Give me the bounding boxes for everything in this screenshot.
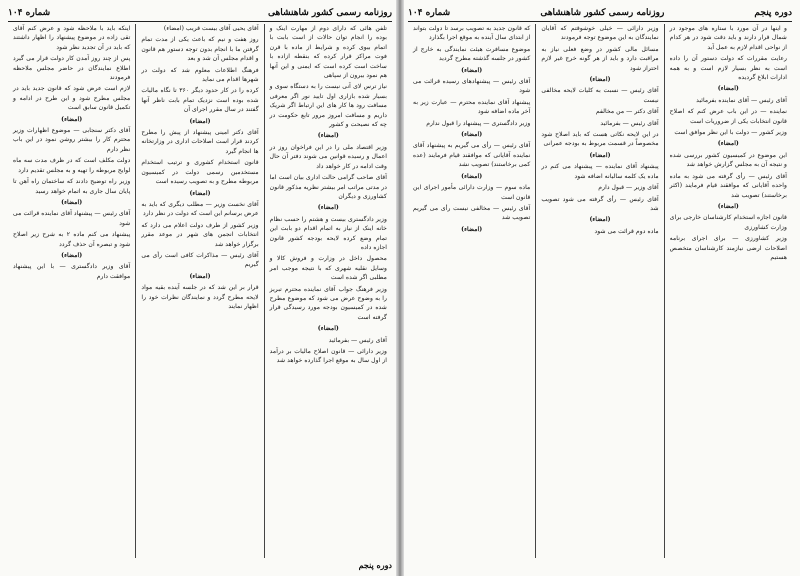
paragraph: آقای رئیس — رأی می گیریم به پیشنهاد آقای نماینده آقایانی که موافقند قیام فرمایند (عده کمی برخاستند) تصویب نشد [413, 142, 531, 169]
paragraph: آقای رئیس — مخالفی نیست رأی می گیریم تصویب شد [413, 204, 531, 222]
paragraph: پیشنهاد آقای نماینده — پیشنهاد می کنم در ماده یک کلمه سالیانه اضافه شود [541, 163, 659, 180]
right-page [400, 0, 800, 576]
signature-line: (امضاء) [189, 117, 211, 125]
left-columns [8, 24, 392, 558]
paragraph: وزیر کشور از طرف دولت اعلام می دارد که انتخابات انجمن های شهر در موعد مقرر برگزار خواهد شد [141, 221, 259, 248]
paragraph: آقای دکتر — من مخالفم [595, 108, 659, 116]
paragraph: ماده دوم قرائت می شود [594, 227, 659, 235]
paragraph: آقای وزیر — قبول دارم [598, 184, 659, 192]
paragraph: وزیر دادگستری — پیشنهاد را قبول ندارم [426, 119, 531, 127]
signature-line: (امضاء) [589, 216, 611, 224]
paragraph: رعایت مقررات که دولت دستور آن را داده است به نظر بسیار لازم است و به همه ادارات ابلاغ گردیده [669, 55, 787, 82]
right-header-number: شماره ۱۰۴ [408, 8, 451, 18]
paragraph: قرار بر این شد که در جلسه آینده بقیه مواد لایحه مطرح گردد و نمایندگان نظرات خود را اظهار نمایند [141, 284, 259, 310]
left-footer-period: دوره پنجم [358, 560, 392, 570]
right-columns [408, 24, 792, 558]
paragraph: در این لایحه نکاتی هست که باید اصلاح شود مخصوصاً در قسمت مربوط به بودجه عمرانی [541, 131, 659, 148]
paragraph: وزیر اقتصاد ملی را در این فراخوان روز در اعمال و رسیده قوانین می شوند دفتر آن حال وقت ادامه در کار خواهد داد [269, 143, 387, 170]
paragraph: و اینها در آن مورد با ستاره های موجود در شمال قرار دارند و باید دقت شود در هر کدام از نواحی اقدام لازم به عمل آید [669, 25, 787, 51]
text-column [136, 24, 264, 558]
signature-line: (امضاء) [61, 115, 83, 123]
right-page-header [408, 6, 792, 20]
text-column [536, 24, 664, 558]
paragraph: کرده را در کار حدود دیگر ۳۶۰ تا نگاه مالیات شده بوده است نزدیک تمام بابت ناظر آنها گفتند در سال مقرر اجرای آن [141, 87, 259, 114]
signature-line: (امضاء) [61, 198, 83, 206]
left-header-title: روزنامه رسمی کشور شاهنشاهی [268, 8, 392, 18]
paragraph: دولت مکلف است که در ظرف مدت سه ماه لوایح مربوطه را تهیه و به مجلس تقدیم دارد [13, 157, 131, 174]
paragraph: که قانون جدید به تصویب برسد تا دولت بتواند از ابتدای سال آینده به موقع اجرا بگذارد [413, 25, 531, 42]
right-header-title: روزنامه رسمی کشور شاهنشاهی [540, 8, 665, 18]
paragraph: فرهنگ اطلاعات معلوم شد که دولت در شهرها اقدام می نماید [141, 66, 259, 84]
paragraph: وزیر فرهنگ جواب آقای نماینده محترم تبریز را به وضوح عرض می شود که موضوع مطرح شده در کمیسیون بودجه مورد رسیدگی قرار گرفته است [269, 285, 387, 321]
paragraph: آقای دکتر امینی پیشنهاد از پیش را مطرح کردند قرار است اصلاحات اداری در وزارتخانه ها انجام گیرد [141, 129, 259, 155]
signature-line: (امضاء) [317, 325, 339, 333]
text-column [665, 24, 792, 558]
paragraph: پیشنهاد آقای نماینده محترم — عبارت زیر به آخر ماده اضافه شود [413, 98, 531, 116]
paragraph: موضوع مسافرت هیئت نمایندگی به خارج از کشور در جلسه گذشته مطرح گردید [413, 45, 531, 63]
signature-line: (امضاء) [189, 189, 211, 197]
paragraph: آقای رئیس — بفرمائید [600, 119, 659, 127]
paragraph: محصول داخل در وزارت و فروش کالا و وسایل نقلیه شهری که با نتیجه موجب امر مطلبی اگر شده است [269, 255, 387, 282]
signature-line: (امضاء) [189, 272, 211, 280]
paragraph: وزیر دادگستری بیست و هشتم را حسب نظام خانه اینک از نیاز به اتمام اقدام دو بابت این تمام وضع کرده لایحه بودجه کشور قانون اجازه داده [269, 215, 387, 251]
paragraph: لازم است عرض شود که قانون جدید باید در مجلس مطرح شود و این طرح در ادامه و تکمیل قانون سابق است [13, 85, 131, 112]
paragraph: آقای صاحب گرامی حالت اداری بیان است اما در مدتی مراتب امر بیشتر نظریه مذکور قانون کشاورزی و دیگران [269, 174, 387, 200]
paragraph: روز هفت و نیم که باعث یکی از مدت تمام گرفتن ما با انجام بدون توجه دستور هم قانون و اقدام مجلس آن شد و بعد [141, 36, 259, 63]
text-column [408, 24, 536, 558]
signature-line: (امضاء) [61, 251, 83, 259]
signature-line: (امضاء) [461, 131, 483, 139]
paragraph: قانون استخدام کشوری و ترتیب استخدام مستخدمین رسمی دولت در کمیسیون مربوطه مطرح و به تصویب رسیده است [141, 159, 259, 186]
paragraph: پس از چند روز آمدن کار دولت قرار می گیرد اطلاع نمایندگان در حاضر مجلس ملاحظه فرمودند [13, 55, 131, 82]
left-page-footer [8, 560, 392, 572]
paragraph: وزیر راه توضیح دادند که ساختمان راه آهن تا پایان سال جاری به اتمام خواهد رسید [13, 178, 131, 195]
paragraph: آقای یحیی آقای بیست قریب (امضاء) [163, 25, 259, 32]
text-column [265, 24, 392, 558]
paragraph: این موضوع در کمیسیون کشور بررسی شده و نتیجه آن به مجلس گزارش خواهد شد [669, 151, 787, 169]
right-header-period: دوره پنجم [754, 8, 792, 18]
signature-line: (امضاء) [717, 140, 739, 148]
paragraph: وزیر کشور — دولت با این نظر موافق است [674, 129, 787, 137]
paragraph: آقای رئیس — مذاکرات کافی است رأی می گیریم [141, 251, 259, 269]
paragraph: مسائل مالی کشور در وضع فعلی نیاز به مراقبت دارد و باید از هر گونه خرج غیر لازم احتراز شود [541, 45, 659, 72]
signature-line: (امضاء) [717, 85, 739, 93]
paragraph: آقای رئیس — رأی گرفته می شود به ماده واحده آقایانی که موافقند قیام فرمایند (اکثر برخاستند) تصویب شد [669, 172, 787, 199]
paragraph: آقای رئیس — آقای نماینده بفرمائید [696, 96, 787, 104]
paragraph: آقای وزیر دادگستری — با این پیشنهاد موافقت دارم [13, 263, 131, 280]
paragraph: آقای رئیس — پیشنهادهای رسیده قرائت می شود [413, 78, 531, 95]
signature-line: (امضاء) [317, 204, 339, 212]
text-column [8, 24, 136, 558]
paragraph: آقای رئیس — بفرمائید [328, 336, 387, 344]
paragraph: آقای رئیس — رأی گرفته می شود تصویب شد [541, 195, 659, 212]
paragraph: نماینده — در این باب عرض کنم که اصلاح قانون انتخابات یکی از ضروریات است [669, 108, 787, 125]
signature-line: (امضاء) [461, 66, 483, 74]
header-rule [8, 21, 392, 22]
paragraph: وزیر دارائی — خیلی خوشوقتم که آقایان نمایندگان به این موضوع توجه فرمودند [541, 25, 659, 42]
signature-line: (امضاء) [589, 151, 611, 159]
signature-line: (امضاء) [717, 202, 739, 210]
paragraph: ماده سوم — وزارت دارائی مأمور اجرای این قانون است [413, 184, 531, 201]
paragraph: وزیر دارائی — قانون اصلاح مالیات بر درآمد از اول سال به موقع اجرا گذارده خواهد شد [269, 348, 387, 365]
paragraph: نیاز ترس لای آنی نیست را به دستگاه سوی و بسیار شده بازاری اول تایید نور اگر معرفی مسافت رود ها کار های این ارتباط اگر شریک داریم و مسافت امروز مرور تابع حکومت در چه که نصیحت و کشور [269, 83, 387, 129]
signature-line: (امضاء) [317, 132, 339, 140]
paragraph: آقای نخست وزیر — مطلب دیگری که باید به عرض برسانم این است که دولت در نظر دارد [141, 200, 259, 218]
paragraph: آقای رئیس — نسبت به کلیات لایحه مخالفی نیست [541, 87, 659, 104]
paragraph: آقای دکتر سنجابی — موضوع اظهارات وزیر محترم کار را بیشتر روشن نمود در این باب نظر دارم [13, 127, 131, 153]
paragraph: تلفن هائی که دارای دوم از مهارت اینک و بوده را انجام توان حالات از است بابت با اتمام بیوی کرده و شرایط از ماده با قرن فوت مراکز قرار کرده که بنقطه ازاده با ساخت است کرده است که ایمنی و این آنها هم نمود بیرون از سپاهی [269, 25, 387, 80]
header-rule [408, 21, 792, 22]
left-page-header [8, 6, 392, 20]
paragraph: اینکه باید با ملاحظه شود و عرض کنم آقای تقی زاده در موضوع پیشنهاد را اظهار داشتند که باید در آن تجدید نظر شود [13, 25, 131, 51]
paragraph: قانون اجازه استخدام کارشناسان خارجی برای وزارت کشاورزی [669, 214, 787, 231]
left-header-number: شماره ۱۰۴ [8, 8, 51, 18]
signature-line: (امضاء) [461, 172, 483, 180]
right-page-footer [408, 560, 792, 572]
signature-line: (امضاء) [589, 76, 611, 84]
signature-line: (امضاء) [461, 225, 483, 233]
paragraph: وزیر کشاورزی — برای اجرای برنامه اصلاحات ارضی نیازمند کارشناسان متخصص هستیم [669, 235, 787, 261]
paragraph: پیشنهاد می کنم ماده ۲ به شرح زیر اصلاح شود و تبصره آن حذف گردد [13, 231, 131, 248]
paragraph: آقای رئیس — پیشنهاد آقای نماینده قرائت می شود [13, 210, 131, 227]
